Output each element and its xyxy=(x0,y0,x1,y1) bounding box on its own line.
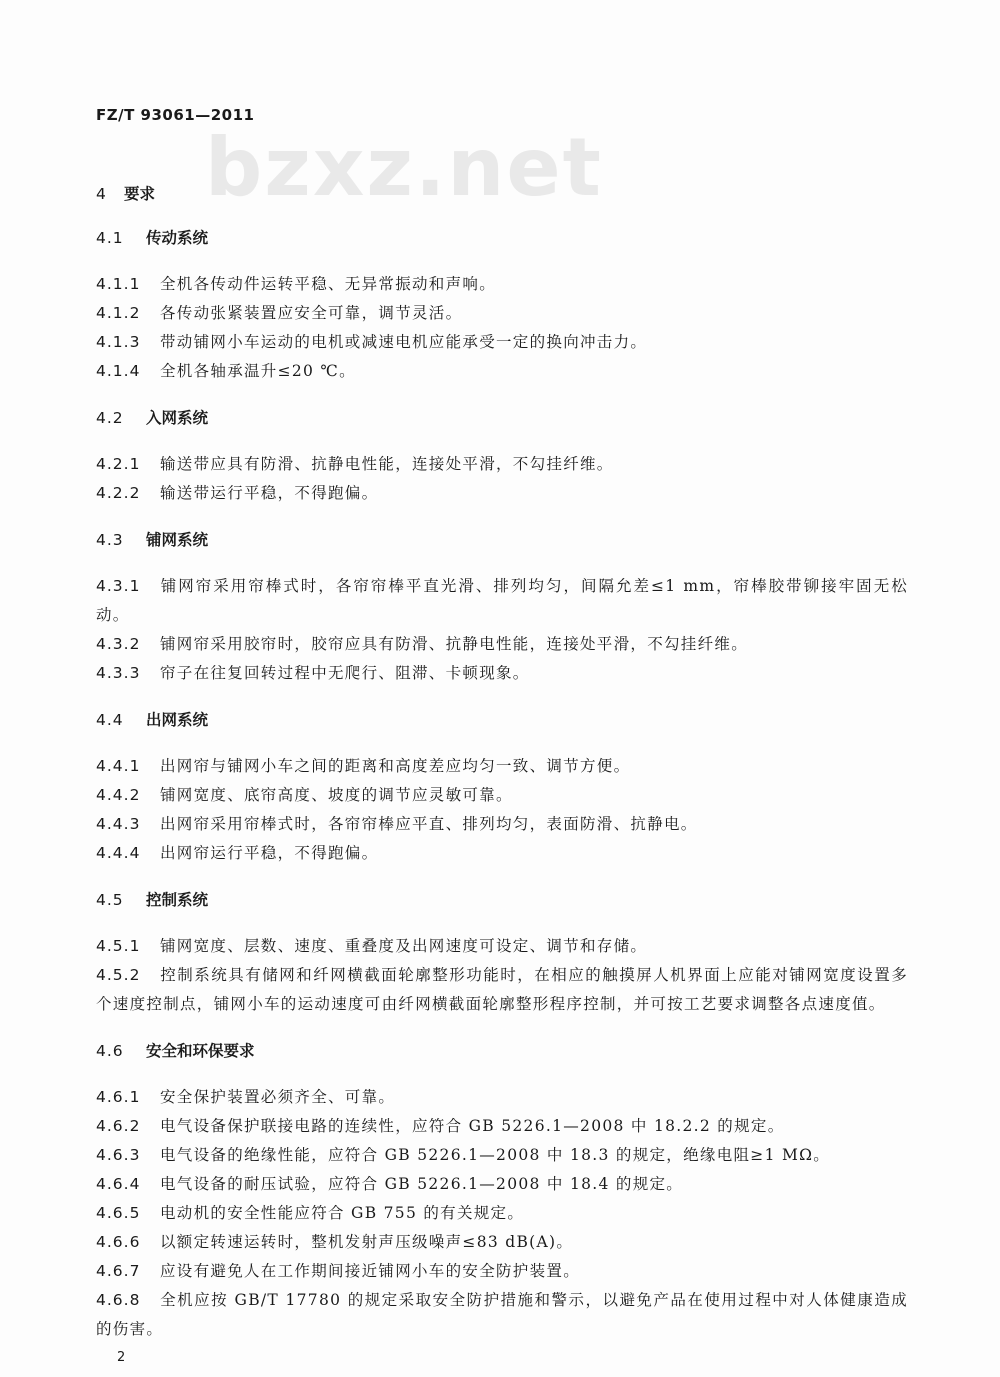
clause-item xyxy=(96,630,908,659)
clause-text: 铺网帘采用胶帘时，胶帘应具有防滑、抗静电性能，连接处平滑，不勾挂纤维。 xyxy=(160,635,749,653)
clause-item xyxy=(96,1199,908,1228)
clause-text: 出网帘采用帘棒式时，各帘帘棒应平直、排列均匀，表面防滑、抗静电。 xyxy=(160,815,698,833)
section-title: 控制系统 xyxy=(146,891,209,909)
clause-text: 电气设备的绝缘性能，应符合 GB 5226.1—2008 中 18.3 的规定，绝缘电阻≥1 MΩ。 xyxy=(160,1146,831,1164)
clause-text: 控制系统具有储网和纤网横截面轮廓整形功能时，在相应的触摸屏人机界面上应能对铺网宽度设置多个速度控制点，铺网小车的运动速度可由纤网横截面轮廓整形程序控制，并可按工艺要求调整各点速度值。 xyxy=(96,966,908,1013)
section-title: 入网系统 xyxy=(146,409,209,427)
clause-item xyxy=(96,299,908,328)
clause-text: 全机应按 GB/T 17780 的规定采取安全防护措施和警示，以避免产品在使用过程中对人体健康造成的伤害。 xyxy=(96,1291,908,1338)
clause-text: 铺网宽度、层数、速度、重叠度及出网速度可设定、调节和存储。 xyxy=(160,937,648,955)
clause-item xyxy=(96,1257,908,1286)
clause-item xyxy=(96,839,908,868)
standard-code: FZ/T 93061—2011 xyxy=(96,106,255,124)
clause-number: 4.2.2 xyxy=(96,484,141,502)
clause-item xyxy=(96,357,908,386)
clause-text: 出网帘运行平稳，不得跑偏。 xyxy=(160,844,379,862)
clause-text: 帘子在往复回转过程中无爬行、阻滞、卡顿现象。 xyxy=(160,664,530,682)
clause-text: 输送带应具有防滑、抗静电性能，连接处平滑，不勾挂纤维。 xyxy=(160,455,614,473)
clause-text: 输送带运行平稳，不得跑偏。 xyxy=(160,484,379,502)
watermark: bzxz.net xyxy=(205,121,603,214)
clause-number: 4.3.3 xyxy=(96,664,141,682)
clause-item xyxy=(96,1083,908,1112)
section-heading xyxy=(96,528,908,552)
clause-item xyxy=(96,1228,908,1257)
clause-text: 电气设备保护联接电路的连续性，应符合 GB 5226.1—2008 中 18.2.2 的规定。 xyxy=(160,1117,785,1135)
clause-number: 4.1.1 xyxy=(96,275,141,293)
section-title: 铺网系统 xyxy=(146,531,209,549)
clause-text: 出网帘与铺网小车之间的距离和高度差应均匀一致、调节方便。 xyxy=(160,757,631,775)
chapter-number: 4 xyxy=(96,185,107,203)
clause-text: 应设有避免人在工作期间接近铺网小车的安全防护装置。 xyxy=(160,1262,581,1280)
clause-item xyxy=(96,810,908,839)
section-number: 4.5 xyxy=(96,891,124,909)
clause-text: 各传动张紧装置应安全可靠，调节灵活。 xyxy=(160,304,463,322)
clause-number: 4.6.8 xyxy=(96,1291,141,1309)
clause-number: 4.4.4 xyxy=(96,844,141,862)
section-heading xyxy=(96,888,908,912)
clause-item xyxy=(96,659,908,688)
clause-item xyxy=(96,932,908,961)
clause-number: 4.1.4 xyxy=(96,362,141,380)
clause-item xyxy=(96,1141,908,1170)
clause-text: 以额定转速运转时，整机发射声压级噪声≤83 dB(A)。 xyxy=(160,1233,574,1251)
clause-number: 4.4.3 xyxy=(96,815,141,833)
clause-item xyxy=(96,752,908,781)
clause-item xyxy=(96,781,908,810)
section-heading xyxy=(96,226,908,250)
section-number: 4.6 xyxy=(96,1042,124,1060)
sections-container xyxy=(96,226,908,1344)
clause-item xyxy=(96,961,908,1019)
clause-item xyxy=(96,328,908,357)
section-title: 安全和环保要求 xyxy=(146,1042,255,1060)
section-title: 出网系统 xyxy=(146,711,209,729)
section-heading xyxy=(96,406,908,430)
clause-number: 4.1.2 xyxy=(96,304,141,322)
section-number: 4.4 xyxy=(96,711,124,729)
clause-item xyxy=(96,479,908,508)
clause-number: 4.4.1 xyxy=(96,757,141,775)
chapter-heading xyxy=(96,182,908,206)
section-number: 4.2 xyxy=(96,409,124,427)
section-heading xyxy=(96,1039,908,1063)
clause-number: 4.6.4 xyxy=(96,1175,141,1193)
clause-number: 4.6.5 xyxy=(96,1204,141,1222)
clause-item xyxy=(96,1170,908,1199)
clause-text: 铺网帘采用帘棒式时，各帘帘棒平直光滑、排列均匀，间隔允差≤1 mm，帘棒胶带铆接牢固无松动。 xyxy=(96,577,908,624)
page-number: 2 xyxy=(117,1350,126,1365)
clause-number: 4.6.1 xyxy=(96,1088,141,1106)
document-body xyxy=(96,182,908,1344)
clause-item xyxy=(96,1286,908,1344)
clause-number: 4.5.1 xyxy=(96,937,141,955)
section-heading xyxy=(96,708,908,732)
clause-number: 4.1.3 xyxy=(96,333,141,351)
clause-item xyxy=(96,270,908,299)
clause-text: 电动机的安全性能应符合 GB 755 的有关规定。 xyxy=(160,1204,525,1222)
clause-text: 铺网宽度、底帘高度、坡度的调节应灵敏可靠。 xyxy=(160,786,513,804)
clause-item xyxy=(96,1112,908,1141)
clause-item xyxy=(96,450,908,479)
clause-number: 4.6.3 xyxy=(96,1146,141,1164)
clause-text: 带动铺网小车运动的电机或减速电机应能承受一定的换向冲击力。 xyxy=(160,333,648,351)
clause-number: 4.3.1 xyxy=(96,577,141,595)
clause-number: 4.6.7 xyxy=(96,1262,141,1280)
clause-text: 安全保护装置必须齐全、可靠。 xyxy=(160,1088,396,1106)
clause-number: 4.5.2 xyxy=(96,966,141,984)
clause-number: 4.6.2 xyxy=(96,1117,141,1135)
clause-text: 全机各轴承温升≤20 ℃。 xyxy=(160,362,356,380)
section-title: 传动系统 xyxy=(146,229,209,247)
clause-text: 电气设备的耐压试验，应符合 GB 5226.1—2008 中 18.4 的规定。 xyxy=(160,1175,684,1193)
clause-number: 4.2.1 xyxy=(96,455,141,473)
clause-number: 4.4.2 xyxy=(96,786,141,804)
clause-item xyxy=(96,572,908,630)
clause-number: 4.3.2 xyxy=(96,635,141,653)
chapter-title: 要求 xyxy=(124,185,156,203)
section-number: 4.3 xyxy=(96,531,124,549)
clause-number: 4.6.6 xyxy=(96,1233,141,1251)
clause-text: 全机各传动件运转平稳、无异常振动和声响。 xyxy=(160,275,497,293)
section-number: 4.1 xyxy=(96,229,124,247)
